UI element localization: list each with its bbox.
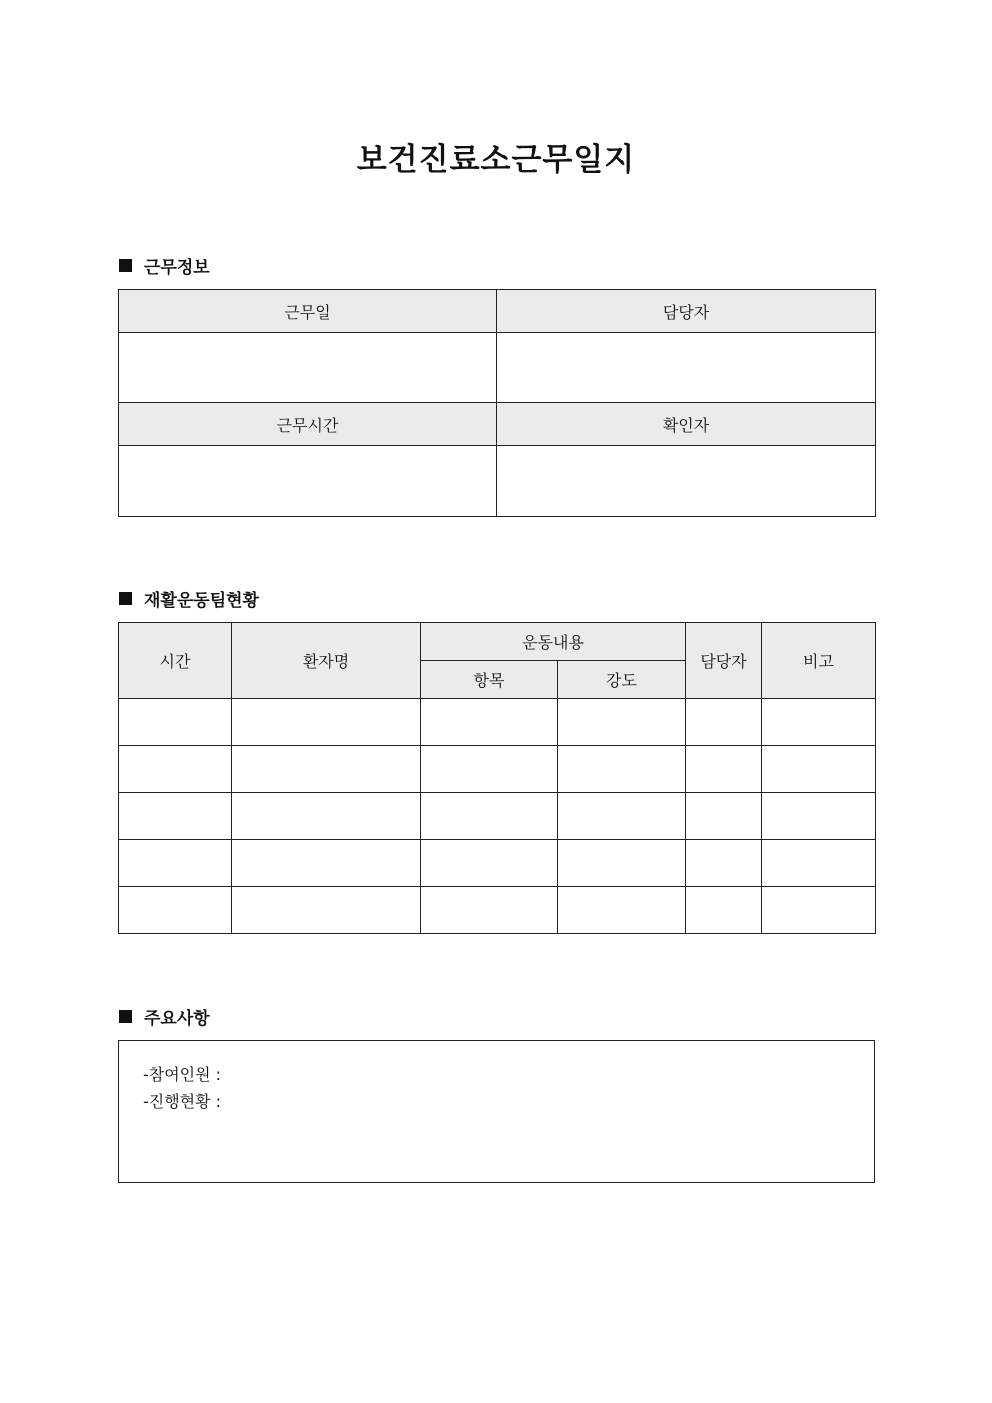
manager-label: 담당자 — [497, 290, 876, 333]
cell-manager[interactable] — [686, 840, 762, 887]
header-patient: 환자명 — [232, 623, 421, 699]
cell-item[interactable] — [421, 699, 558, 746]
cell-patient[interactable] — [232, 840, 421, 887]
cell-manager[interactable] — [686, 746, 762, 793]
black-square-icon — [119, 1010, 132, 1023]
cell-patient[interactable] — [232, 746, 421, 793]
progress-line: -진행현황 : — [143, 1092, 222, 1111]
cell-patient[interactable] — [232, 793, 421, 840]
cell-note[interactable] — [762, 840, 876, 887]
table-row — [119, 887, 876, 934]
section-heading-label: 근무정보 — [144, 258, 210, 278]
cell-patient[interactable] — [232, 699, 421, 746]
table-row — [119, 793, 876, 840]
black-square-icon — [119, 592, 132, 605]
work-date-field[interactable] — [119, 333, 497, 403]
work-info-table — [118, 289, 876, 517]
confirmer-field[interactable] — [497, 446, 876, 517]
cell-item[interactable] — [421, 793, 558, 840]
section-heading-rehab — [119, 586, 259, 611]
cell-note[interactable] — [762, 887, 876, 934]
cell-time[interactable] — [119, 699, 232, 746]
table-row — [119, 699, 876, 746]
cell-item[interactable] — [421, 887, 558, 934]
cell-time[interactable] — [119, 887, 232, 934]
cell-intensity[interactable] — [558, 746, 686, 793]
table-row — [119, 746, 876, 793]
header-manager: 담당자 — [686, 623, 762, 699]
header-time: 시간 — [119, 623, 232, 699]
cell-patient[interactable] — [232, 887, 421, 934]
cell-item[interactable] — [421, 840, 558, 887]
cell-note[interactable] — [762, 746, 876, 793]
cell-manager[interactable] — [686, 887, 762, 934]
black-square-icon — [119, 259, 132, 272]
notes-box[interactable] — [118, 1040, 875, 1183]
header-exercise: 운동내용 — [421, 623, 686, 661]
cell-intensity[interactable] — [558, 699, 686, 746]
page-title: 보건진료소근무일지 — [356, 142, 636, 178]
cell-time[interactable] — [119, 840, 232, 887]
section-heading-label: 재활운동팀현황 — [144, 591, 259, 611]
cell-note[interactable] — [762, 793, 876, 840]
cell-manager[interactable] — [686, 793, 762, 840]
work-hours-label: 근무시간 — [119, 403, 497, 446]
header-intensity: 강도 — [558, 661, 686, 699]
manager-field[interactable] — [497, 333, 876, 403]
confirmer-label: 확인자 — [497, 403, 876, 446]
cell-note[interactable] — [762, 699, 876, 746]
header-note: 비고 — [762, 623, 876, 699]
cell-intensity[interactable] — [558, 840, 686, 887]
cell-item[interactable] — [421, 746, 558, 793]
section-heading-work-info — [119, 253, 210, 278]
participants-line: -참여인원 : — [143, 1065, 222, 1084]
header-item: 항목 — [421, 661, 558, 699]
cell-intensity[interactable] — [558, 887, 686, 934]
cell-time[interactable] — [119, 746, 232, 793]
section-heading-label: 주요사항 — [144, 1009, 210, 1029]
cell-time[interactable] — [119, 793, 232, 840]
cell-intensity[interactable] — [558, 793, 686, 840]
work-hours-field[interactable] — [119, 446, 497, 517]
section-heading-notes — [119, 1004, 210, 1029]
table-row — [119, 840, 876, 887]
rehab-table — [118, 622, 876, 934]
work-date-label: 근무일 — [119, 290, 497, 333]
cell-manager[interactable] — [686, 699, 762, 746]
